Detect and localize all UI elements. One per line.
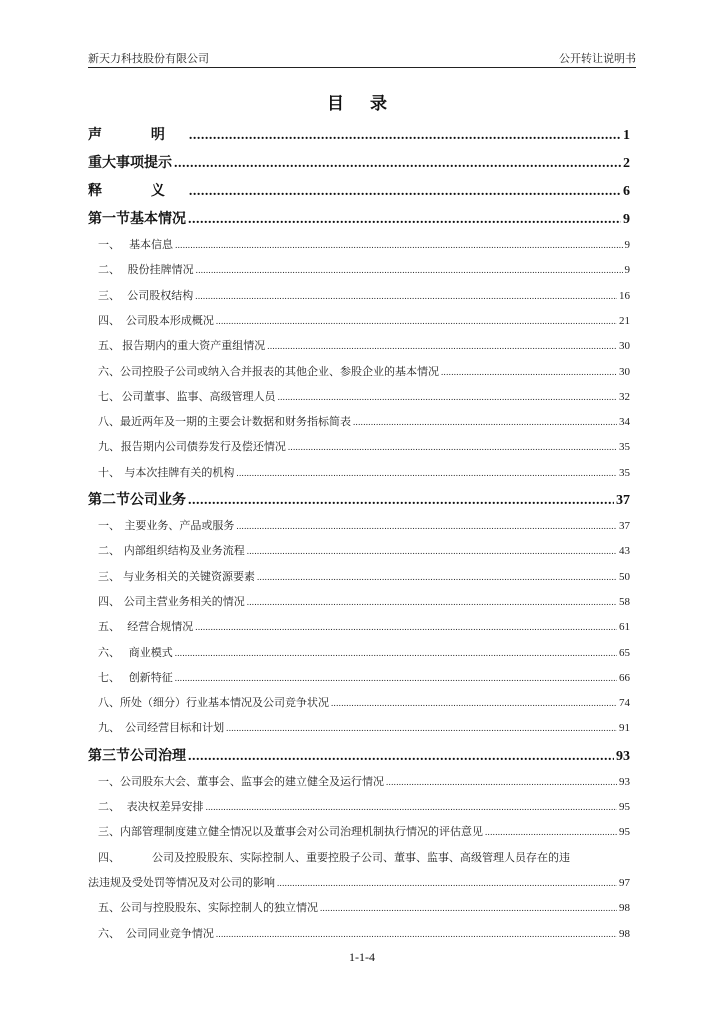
toc-entry-title: 重大事项提示 (88, 155, 172, 171)
toc-entry-title: 最近两年及一期的主要会计数据和财务指标简表 (120, 415, 351, 429)
dot-leader (353, 417, 617, 427)
toc-entry-title: 公司股本形成概况 (125, 313, 214, 327)
toc-entry[interactable] (88, 464, 630, 489)
toc-section-entry[interactable] (88, 489, 630, 517)
toc-entry-number: 三、 (98, 288, 120, 302)
toc-entry-title: 内部组织结构及业务流程 (123, 544, 245, 558)
toc-entry[interactable] (88, 618, 630, 643)
toc-entry-page: 37 (616, 493, 630, 508)
header-document-name: 公开转让说明书 (559, 52, 636, 65)
toc-section-entry[interactable] (88, 208, 630, 236)
toc-section-entry[interactable] (88, 745, 630, 773)
toc-entry-title: 声 明 (88, 127, 187, 143)
toc-entry-number: 四、 (98, 313, 120, 327)
toc-entry-title: 股份挂牌情况 (127, 263, 194, 277)
dot-leader (175, 648, 617, 658)
toc-entry[interactable] (88, 593, 630, 618)
dot-leader (175, 240, 622, 250)
toc-entry-page: 37 (619, 520, 630, 532)
toc-entry-number: 二、 (98, 800, 120, 813)
toc-entry-number: 五、 (98, 339, 120, 353)
toc-entry-page: 95 (619, 826, 630, 839)
toc-entry[interactable] (88, 925, 630, 950)
toc-section-entry[interactable] (88, 152, 630, 180)
toc-entry-page: 32 (619, 390, 630, 403)
toc-entry-title: 主要业务、产品或服务 (124, 519, 235, 532)
dot-leader (485, 827, 617, 837)
dot-leader (195, 291, 617, 301)
toc-entry-number: 十、 (98, 465, 120, 479)
toc-entry-page: 50 (619, 570, 630, 583)
toc-entry-title-continued: 法违规及受处罚等情况及对公司的影响 (88, 875, 275, 889)
toc-entry-title: 创新特征 (128, 670, 173, 684)
page-number: 1-1-4 (349, 950, 375, 964)
toc-entry-page: 1 (623, 128, 630, 143)
toc-entry-page: 9 (623, 212, 630, 227)
toc-entry-title: 公司同业竞争情况 (125, 926, 214, 940)
toc-entry-number: 一、 (98, 774, 120, 788)
toc-entry-number: 五、 (98, 620, 120, 634)
toc-entry[interactable] (88, 261, 630, 286)
dot-leader (206, 802, 617, 812)
toc-entry[interactable] (88, 542, 630, 567)
dot-leader (331, 698, 617, 708)
dot-leader (189, 128, 621, 144)
toc-entry-page: 35 (619, 441, 630, 454)
toc-entry-number: 三、 (98, 569, 120, 583)
toc-entry[interactable] (88, 823, 630, 848)
dot-leader (216, 929, 617, 939)
toc-section-entry[interactable] (88, 124, 630, 152)
toc-entry-title: 内部管理制度建立健全情况以及董事会对公司治理机制执行情况的评估意见 (120, 825, 483, 839)
dot-leader (195, 622, 617, 632)
toc-entry[interactable] (88, 413, 630, 438)
toc-entry-page: 93 (619, 775, 630, 788)
toc-entry[interactable] (88, 312, 630, 337)
dot-leader (257, 572, 617, 582)
toc-entry-title: 释 义 (88, 183, 187, 199)
dot-leader (188, 493, 614, 509)
toc-entry-number: 七、 (98, 389, 120, 403)
toc-entry-number: 第一节 (88, 211, 130, 227)
toc-entry[interactable] (88, 337, 630, 362)
toc-entry-page: 9 (624, 239, 630, 251)
toc-entry-title: 公司控股子公司或纳入合并报表的其他企业、参股企业的基本情况 (120, 364, 439, 378)
toc-entry-title: 报告期内的重大资产重组情况 (122, 339, 266, 353)
toc-entry[interactable] (88, 719, 630, 744)
toc-entry-number: 四、 (98, 850, 120, 864)
toc-entry-page: 30 (619, 365, 630, 378)
page-title: 目 录 (327, 94, 397, 114)
toc-entry-page: 2 (623, 156, 630, 171)
dot-leader (216, 316, 617, 326)
dot-leader (236, 468, 617, 478)
toc-entry[interactable] (88, 236, 630, 261)
toc-entry-title: 与业务相关的关键资源要素 (123, 569, 255, 583)
toc-entry-number: 六、 (98, 364, 120, 378)
toc-entry-page: 97 (619, 876, 630, 889)
toc-entry[interactable] (88, 849, 630, 874)
toc-section-entry[interactable] (88, 180, 630, 208)
dot-leader (226, 723, 617, 733)
page-header (88, 50, 636, 66)
toc-entry-number: 三、 (98, 825, 120, 839)
toc-entry-number: 九、 (98, 721, 120, 735)
toc-entry-page: 98 (619, 927, 630, 940)
dot-leader (174, 156, 621, 172)
toc-entry-title: 表决权差异安排 (126, 800, 204, 813)
toc-entry-page: 34 (619, 416, 630, 429)
toc-entry-title: 公司业务 (130, 492, 186, 508)
dot-leader (441, 367, 617, 377)
dot-leader (175, 673, 617, 683)
toc-entry[interactable] (88, 438, 630, 463)
toc-entry-page: 43 (619, 545, 630, 558)
toc-entry-page: 65 (619, 646, 630, 659)
toc-entry-number: 六、 (98, 645, 120, 659)
toc-entry-title: 经营合规情况 (127, 620, 194, 634)
toc-entry-page: 91 (619, 722, 630, 735)
toc-entry-page: 98 (619, 902, 630, 915)
dot-leader (288, 442, 617, 452)
toc-entry-number: 二、 (98, 263, 120, 277)
dot-leader (278, 392, 617, 402)
toc-entry[interactable] (88, 363, 630, 388)
toc-entry-page: 30 (619, 340, 630, 353)
toc-entry-number: 二、 (98, 544, 120, 558)
dot-leader (267, 341, 617, 351)
dot-leader (236, 521, 617, 531)
dot-leader (196, 265, 623, 275)
toc-entry-page: 95 (619, 801, 630, 813)
dot-leader (247, 597, 617, 607)
toc-entry-page: 93 (616, 748, 630, 764)
toc-entry-title: 公司股权结构 (127, 288, 194, 302)
toc-entry-number: 一、 (98, 238, 120, 251)
toc-entry-number: 八、 (98, 696, 120, 710)
toc-entry-title: 商业模式 (128, 645, 173, 659)
header-company-name: 新天力科技股份有限公司 (88, 52, 209, 65)
toc-entry-number: 四、 (98, 594, 120, 608)
toc-entry-title: 基本信息 (129, 238, 174, 251)
toc-entry-page: 9 (624, 264, 630, 277)
toc-entry[interactable] (88, 798, 630, 823)
dot-leader (188, 749, 614, 765)
toc-entry[interactable] (88, 644, 630, 669)
toc-entry-page: 16 (619, 289, 630, 302)
dot-leader (188, 212, 621, 228)
toc-entry-number: 一、 (98, 519, 120, 532)
toc-entry-page: 74 (619, 697, 630, 710)
toc-entry[interactable] (88, 287, 630, 312)
toc-entry[interactable] (88, 669, 630, 694)
toc-entry-number: 八、 (98, 415, 120, 429)
toc-entry[interactable] (88, 694, 630, 719)
toc-entry-title: 公司及控股股东、实际控制人、重要控股子公司、董事、监事、高级管理人员存在的违 (152, 850, 570, 864)
header-rule (88, 67, 636, 68)
toc-entry-page: 58 (619, 595, 630, 608)
toc-entry[interactable] (88, 388, 630, 413)
toc-entry-title: 公司经营目标和计划 (125, 721, 225, 735)
toc-entry-page: 66 (619, 671, 630, 684)
toc-entry[interactable] (88, 568, 630, 593)
toc-entry-title: 公司治理 (130, 747, 186, 764)
toc-entry-number: 五、 (98, 901, 120, 915)
toc-entry-title: 基本情况 (130, 211, 186, 227)
dot-leader (189, 184, 621, 200)
toc-entry-title: 报告期内公司债券发行及偿还情况 (120, 440, 286, 454)
toc-entry-page: 21 (619, 314, 630, 327)
toc-entry-page: 6 (623, 184, 630, 199)
dot-leader (320, 903, 617, 913)
toc-entry[interactable] (88, 517, 630, 542)
toc-entry-number: 第三节 (88, 747, 130, 764)
toc-entry-number: 第二节 (88, 492, 130, 508)
toc-entry-title: 公司与控股股东、实际控制人的独立情况 (120, 901, 318, 915)
toc-entry-page: 61 (619, 621, 630, 634)
dot-leader (277, 878, 617, 888)
toc-entry-title: 公司董事、监事、高级管理人员 (121, 389, 276, 403)
toc-entry-number: 六、 (98, 926, 120, 940)
toc-entry-number: 七、 (98, 670, 120, 684)
toc-entry[interactable] (88, 773, 630, 798)
toc-entry-page: 35 (619, 466, 630, 479)
toc-entry-title: 公司股东大会、董事会、监事会的建立健全及运行情况 (120, 774, 384, 788)
toc-entry-title: 公司主营业务相关的情况 (123, 594, 245, 608)
toc-entry-title: 与本次挂牌有关的机构 (124, 465, 235, 479)
dot-leader (247, 546, 617, 556)
toc-entry-number: 九、 (98, 440, 120, 454)
toc-entry-title: 所处（细分）行业基本情况及公司竞争状况 (120, 696, 329, 710)
dot-leader (386, 777, 617, 787)
toc-entry[interactable] (88, 899, 630, 924)
toc-entry-continuation[interactable] (88, 874, 630, 899)
